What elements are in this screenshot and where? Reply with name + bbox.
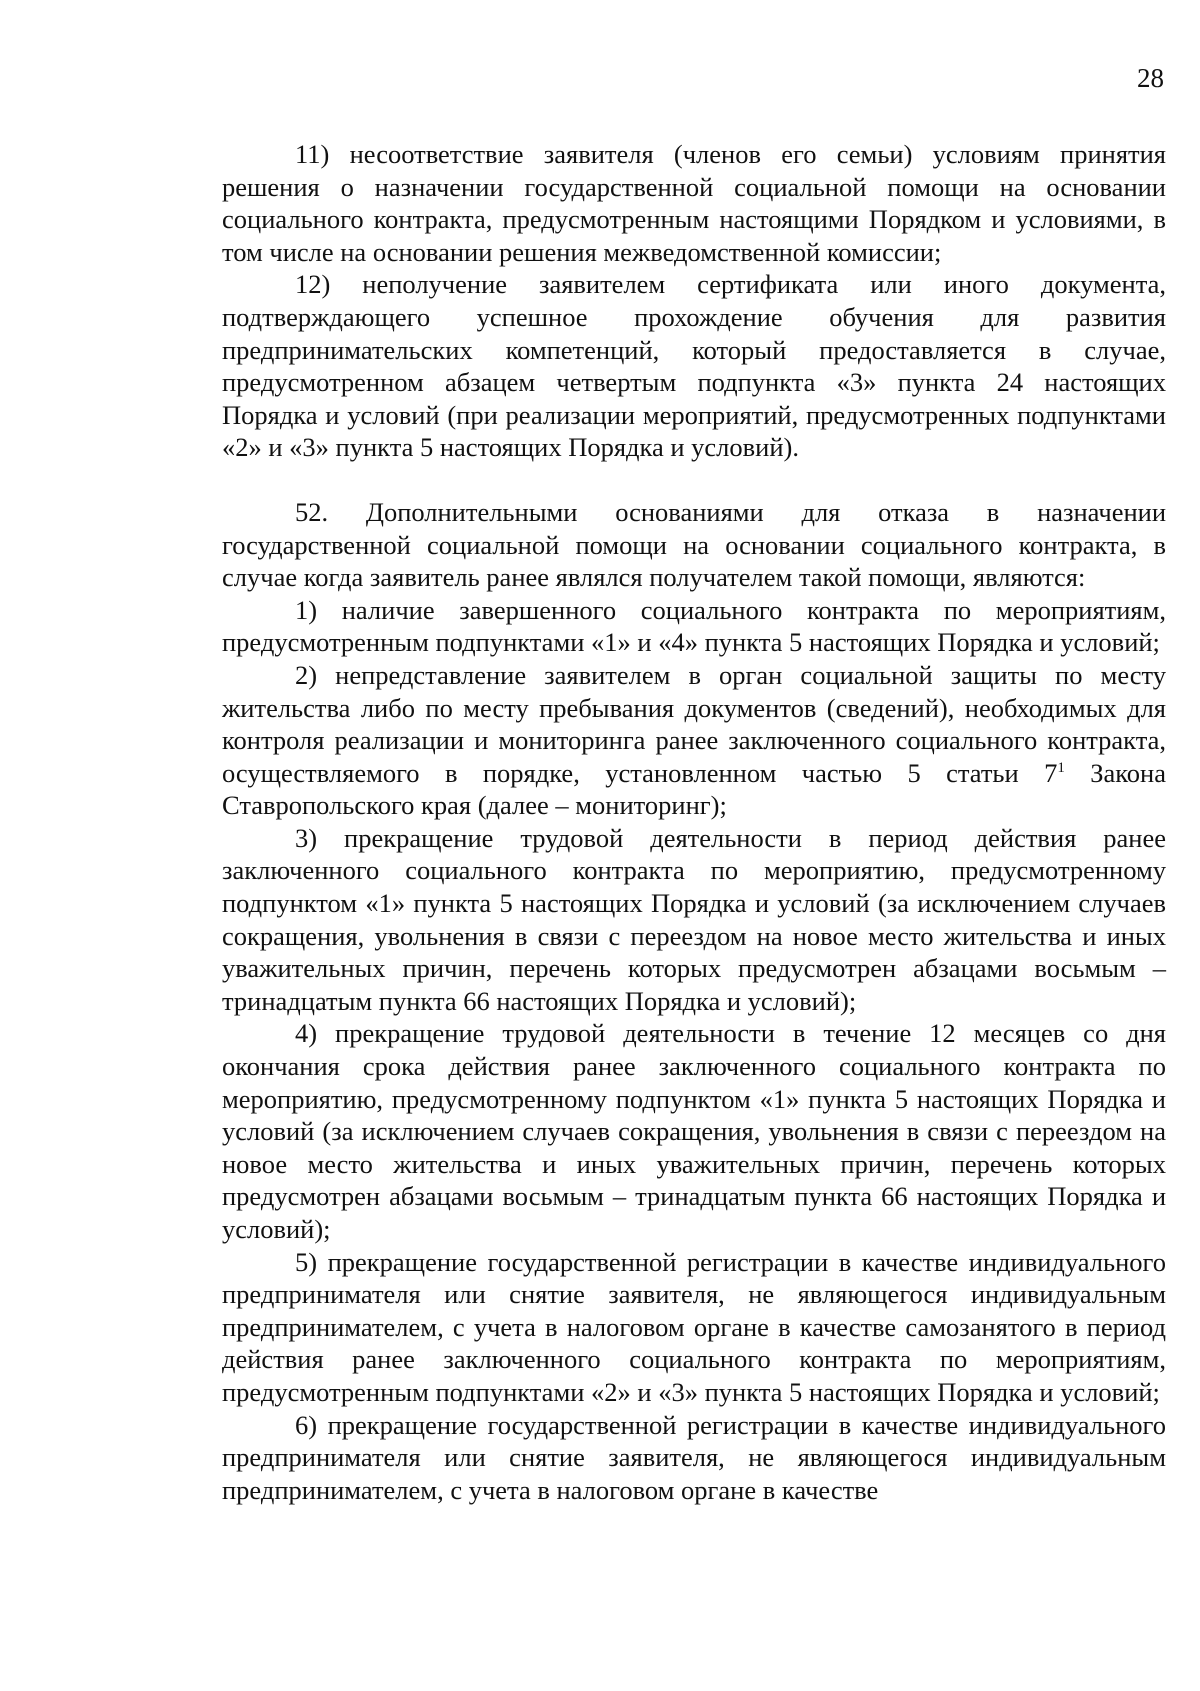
paragraph-item-11: 11) несоответствие заявителя (членов его семьи) условиям принятия решения о назначении государственной социальной помощи на основании социального контракта, предусмотренным настоящими Порядком и условиями, в том числе на основании решения межведомственной комиссии;	[222, 139, 1166, 267]
paragraph-item-4: 4) прекращение трудовой деятельности в течение 12 месяцев со дня окончания срока действия ранее заключенного социального контракта по мероприятию, предусмотренному подпунктом «1» пункта 5 настоящих Порядка и условий (за исключением случаев сокращения, увольнения в связи с переездом на новое место жительства и иных уважительных причин, перечень которых предусмотрен абзацами восьмым – тринадцатым пункта 66 настоящих Порядка и условий);	[222, 1018, 1166, 1244]
item-2-text-start: 2) непредставление заявителем в орган социальной защиты по месту жительства либо по месту пребывания документов (сведений), необходимых для контроля реализации и мониторинга ранее заключенного социального контракта, осуществляемого в порядке, установленном частью 5 статьи 7	[222, 659, 1166, 788]
paragraph-item-6: 6) прекращение государственной регистрации в качестве индивидуального предпринимателя или снятие заявителя, не являющегося индивидуальным предпринимателем, с учета в налоговом органе в качестве	[222, 1409, 1166, 1505]
paragraph-item-1: 1) наличие завершенного социального контракта по мероприятиям, предусмотренным подпунктами «1» и «4» пункта 5 настоящих Порядка и условий;	[222, 594, 1166, 658]
item-2-text-end: Закона Ставропольского края (далее – мониторинг);	[222, 757, 1166, 821]
paragraph-item-2	[222, 659, 1166, 822]
paragraph-item-3: 3) прекращение трудовой деятельности в период действия ранее заключенного социального контракта по мероприятию, предусмотренному подпунктом «1» пункта 5 настоящих Порядка и условий (за исключением случаев сокращения, увольнения в связи с переездом на новое место жительства и иных уважительных причин, перечень которых предусмотрен абзацами восьмым – тринадцатым пункта 66 настоящих Порядка и условий);	[222, 822, 1166, 1016]
superscript-index: 1	[1057, 759, 1065, 776]
paragraph-section-52: 52. Дополнительными основаниями для отказа в назначении государственной социальной помощи на основании социального контракта, в случае когда заявитель ранее являлся получателем такой помощи, являются:	[222, 496, 1166, 593]
document-body	[222, 138, 1166, 1506]
paragraph-item-12: 12) неполучение заявителем сертификата или иного документа, подтверждающего успешное прохождение обучения для развития предпринимательских компетенций, который предоставляется в случае, предусмотренном абзацем четвертым подпункта «3» пункта 24 настоящих Порядка и условий (при реализации мероприятий, предусмотренных подпунктами «2» и «3» пункта 5 настоящих Порядка и условий).	[222, 269, 1166, 463]
paragraph-item-5: 5) прекращение государственной регистрации в качестве индивидуального предпринимателя или снятие заявителя, не являющегося индивидуальным предпринимателем, с учета в налоговом органе в качестве самозанятого в период действия ранее заключенного социального контракта по мероприятиям, предусмотренным подпунктами «2» и «3» пункта 5 настоящих Порядка и условий;	[222, 1246, 1166, 1407]
page-number: 28	[1137, 63, 1164, 93]
